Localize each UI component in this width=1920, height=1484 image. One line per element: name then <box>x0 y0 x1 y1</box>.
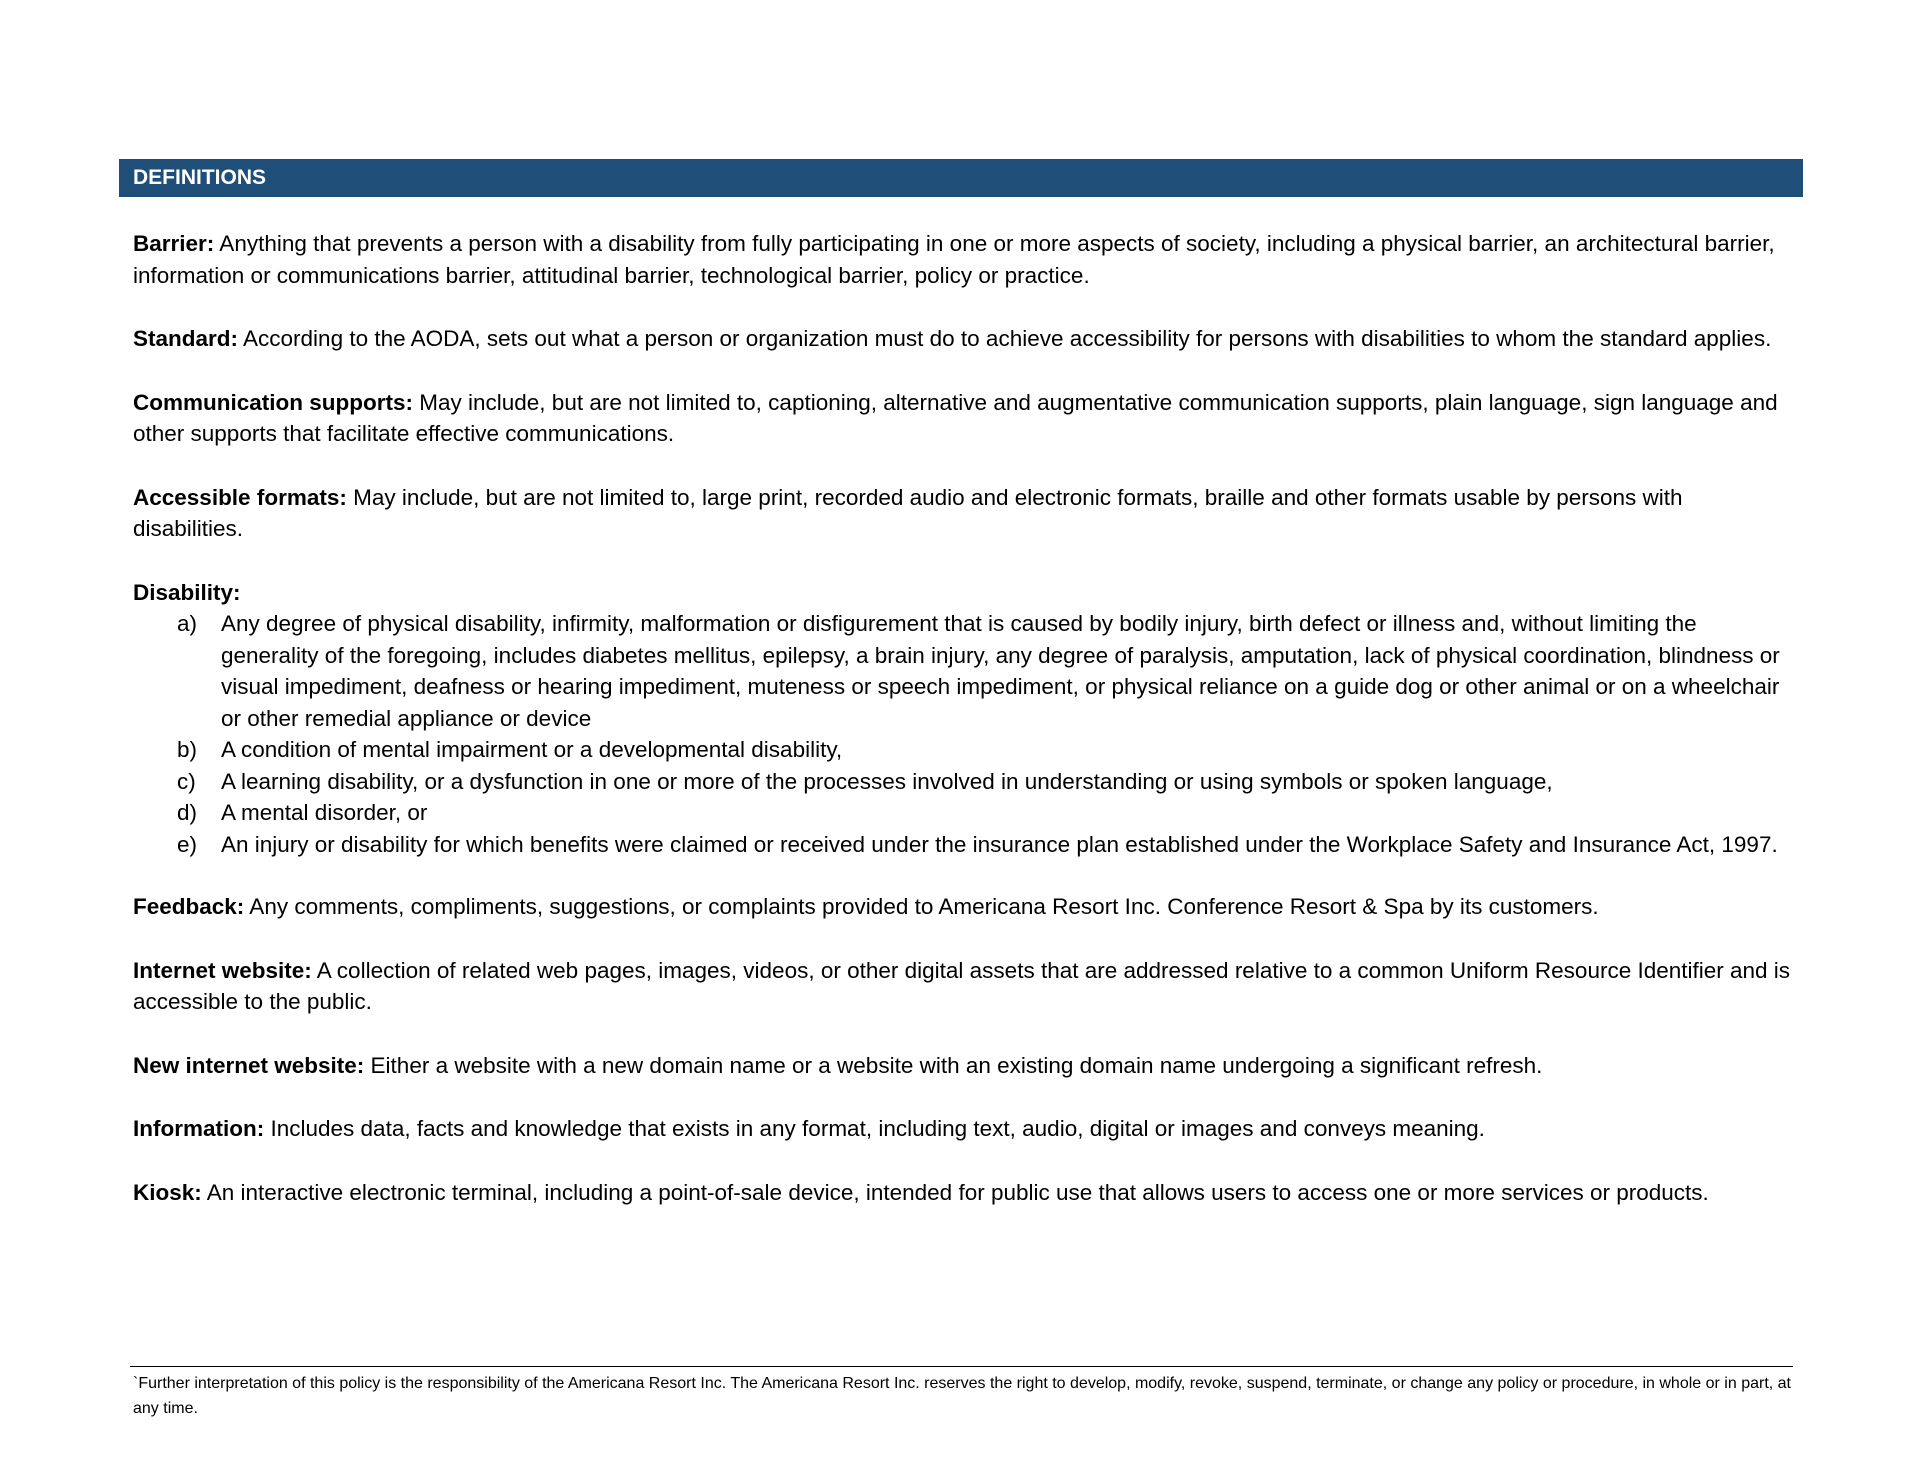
definition-text: Either a website with a new domain name or a website with an existing domain name undergoing a significant refresh. <box>364 1052 1543 1078</box>
list-marker: d) <box>177 800 198 825</box>
list-item <box>133 734 1793 766</box>
definition-term: Internet website: <box>133 957 312 983</box>
disability-list <box>133 608 1793 860</box>
definition-text: May include, but are not limited to, captioning, alternative and augmentative communication supports, plain language, sign language and other supports that facilitate effective communications. <box>133 389 1778 446</box>
footer-divider <box>130 1366 1793 1367</box>
definition-text: According to the AODA, sets out what a person or organization must do to achieve accessibility for persons with disabilities to whom the standard applies. <box>238 326 1772 351</box>
definition-new-internet-website <box>133 1050 1793 1082</box>
definition-standard <box>133 323 1793 355</box>
list-item <box>133 797 1793 829</box>
definition-term: Communication supports: <box>133 389 413 415</box>
list-item-text: A learning disability, or a dysfunction in one or more of the processes involved in understanding or using symbols or spoken language, <box>221 768 1553 794</box>
list-marker: a) <box>177 611 198 636</box>
definition-text: Any comments, compliments, suggestions, or complaints provided to Americana Resort Inc. Conference Resort & Spa by its customers. <box>244 894 1599 919</box>
definition-term: New internet website: <box>133 1052 365 1078</box>
definition-term: Information: <box>133 1116 265 1141</box>
definition-text: An interactive electronic terminal, including a point-of-sale device, intended for public use that allows users to access one or more services or products. <box>201 1179 1709 1205</box>
definition-disability <box>133 577 1793 861</box>
definition-communication-supports <box>133 387 1793 450</box>
definition-term: Barrier: <box>133 231 215 256</box>
list-item-text: A mental disorder, or <box>221 800 428 825</box>
list-item-text: An injury or disability for which benefits were claimed or received under the insurance plan established under the Workplace Safety and Insurance Act, 1997. <box>221 831 1778 857</box>
list-marker: b) <box>177 737 198 762</box>
list-marker: c) <box>177 768 196 794</box>
definition-term: Feedback: <box>133 894 245 919</box>
definition-information <box>133 1113 1793 1145</box>
definition-barrier <box>133 228 1793 291</box>
definition-feedback <box>133 891 1793 923</box>
footer-note: `Further interpretation of this policy is the responsibility of the Americana Resort Inc. The Americana Resort Inc. reserves the right to develop, modify, revoke, suspend, terminate, or change any policy or procedure, in whole or in part, at any time. <box>133 1375 1791 1417</box>
definition-term: Standard: <box>133 326 239 351</box>
definition-kiosk <box>133 1177 1793 1209</box>
definition-accessible-formats <box>133 482 1793 545</box>
section-header <box>119 159 1803 197</box>
definition-text: Anything that prevents a person with a disability from fully participating in one or more aspects of society, including a physical barrier, an architectural barrier, information or communications barrier, attitudinal barrier, technological barrier, policy or practice. <box>133 231 1775 288</box>
list-item-text: A condition of mental impairment or a developmental disability, <box>221 737 843 762</box>
list-item <box>133 766 1793 798</box>
definition-text: Includes data, facts and knowledge that exists in any format, including text, audio, digital or images and conveys meaning. <box>264 1116 1485 1141</box>
definition-text: May include, but are not limited to, large print, recorded audio and electronic formats, braille and other formats usable by persons with disabilities. <box>133 484 1683 541</box>
definition-text: A collection of related web pages, images, videos, or other digital assets that are addressed relative to a common Uniform Resource Identifier and is accessible to the public. <box>133 957 1791 1014</box>
definition-internet-website <box>133 955 1793 1018</box>
list-marker: e) <box>177 831 198 857</box>
list-item-text: Any degree of physical disability, infirmity, malformation or disfigurement that is caused by bodily injury, birth defect or illness and, without limiting the generality of the foregoing, includes diabetes mellitus, epilepsy, a brain injury, any degree of paralysis, amputation, lack of physical coordination, blindness or visual impediment, deafness or hearing impediment, muteness or speech impediment, or physical reliance on a guide dog or other animal or on a wheelchair or other remedial appliance or device <box>221 611 1780 731</box>
definition-term: Accessible formats: <box>133 484 347 510</box>
list-item <box>133 608 1793 734</box>
definitions-content <box>133 228 1793 1240</box>
list-item <box>133 829 1793 861</box>
definition-term: Disability: <box>133 579 241 605</box>
definition-term: Kiosk: <box>133 1179 202 1205</box>
section-header-title: DEFINITIONS <box>133 166 267 189</box>
